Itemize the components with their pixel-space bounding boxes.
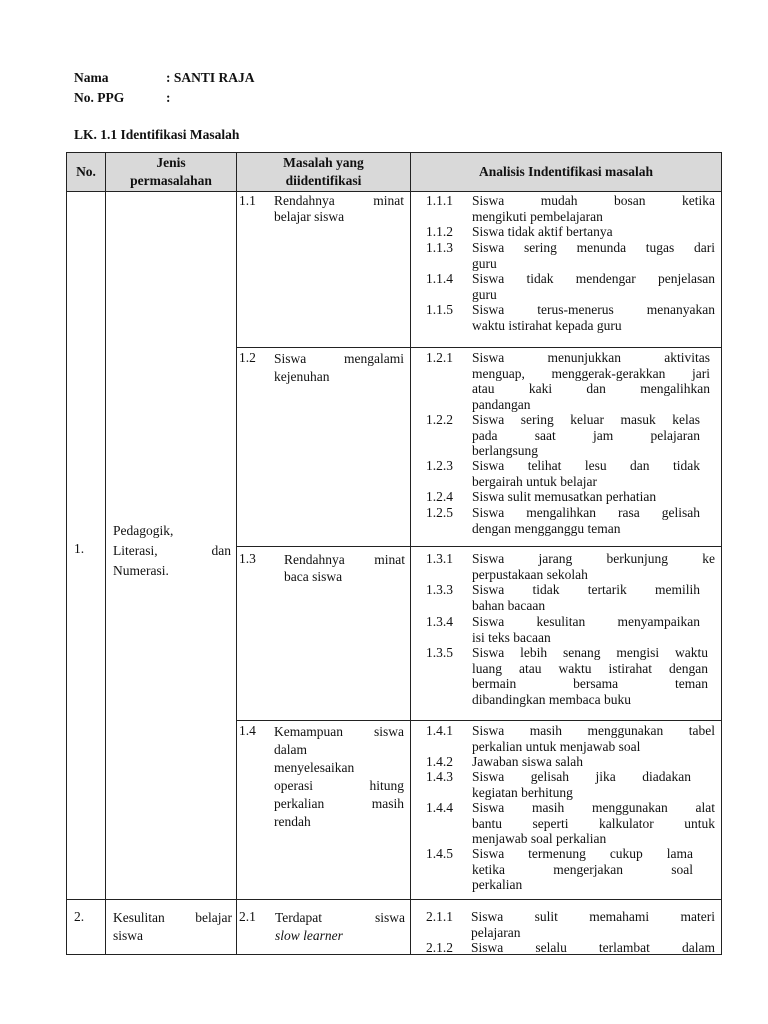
analysis-number: 1.2.2 <box>426 412 453 427</box>
row-divider <box>237 546 722 547</box>
problem-text: Kemampuan siswa dalam menyelesaikan operasi hitung perkalian masih rendah <box>274 724 404 829</box>
analysis-text: Siswa mudah bosan ketika mengikuti pembelajaran <box>472 193 715 224</box>
col-line <box>236 152 237 955</box>
col-header-analisis: Analisis Indentifikasi masalah <box>411 153 721 191</box>
ppg-label: No. PPG <box>74 90 125 105</box>
problem-text: Rendahnya minat belajar siswa <box>274 193 404 224</box>
jenis-permasalahan: Pedagogik, Literasi, dan Numerasi. <box>113 523 231 578</box>
problem-number: 1.4 <box>239 723 256 738</box>
analysis-text: Siswa sulit memusatkan perhatian <box>472 489 657 504</box>
analysis-number: 1.3.4 <box>426 614 453 629</box>
analysis-number: 1.2.4 <box>426 489 453 504</box>
table-border-top <box>66 152 722 153</box>
analysis-text: Siswa sering keluar masuk kelas pada saat jam pelajaran berlangsung <box>472 412 700 458</box>
ppg-value: : <box>166 90 171 105</box>
row-number: 2. <box>74 909 85 924</box>
col-header-no: No. <box>67 153 105 191</box>
analysis-text: Siswa gelisah jika diadakan kegiatan berhitung <box>472 769 691 800</box>
col-header-jenis: Jenis permasalahan <box>106 153 236 191</box>
analysis-number: 1.2.5 <box>426 505 453 520</box>
analysis-number: 1.3.3 <box>426 582 453 597</box>
analysis-number: 1.1.2 <box>426 224 453 239</box>
analysis-text: Jawaban siswa salah <box>472 754 583 769</box>
analysis-number: 1.4.2 <box>426 754 453 769</box>
problem-number: 2.1 <box>239 909 256 924</box>
analysis-number: 2.1.1 <box>426 909 453 924</box>
analysis-number: 1.4.5 <box>426 846 453 861</box>
name-value: : SANTI RAJA <box>166 70 255 85</box>
col-line <box>721 152 722 955</box>
analysis-text: Siswa masih menggunakan tabel perkalian untuk menjawab soal <box>472 723 715 754</box>
row-divider <box>237 347 722 348</box>
name-label: Nama <box>74 70 109 85</box>
analysis-number: 2.1.2 <box>426 940 453 955</box>
analysis-text: Siswa sering menunda tugas dari guru <box>472 240 715 271</box>
problem-text: Siswa mengalami kejenuhan <box>274 351 404 384</box>
row-divider <box>66 899 722 900</box>
col-line <box>66 152 67 955</box>
analysis-text: Siswa telihat lesu dan tidak bergairah untuk belajar <box>472 458 700 489</box>
analysis-number: 1.3.1 <box>426 551 453 566</box>
col-line <box>410 152 411 955</box>
problem-number: 1.3 <box>239 551 256 566</box>
analysis-number: 1.2.1 <box>426 350 453 365</box>
row-divider <box>237 720 722 721</box>
col-header-masalah: Masalah yang diidentifikasi <box>237 153 410 191</box>
analysis-text: Siswa terus-menerus menanyakan waktu istirahat kepada guru <box>472 302 715 333</box>
analysis-text: Siswa tidak mendengar penjelasan guru <box>472 271 715 302</box>
analysis-text: Siswa sulit memahami materi pelajaran <box>471 909 715 940</box>
analysis-number: 1.2.3 <box>426 458 453 473</box>
analysis-number: 1.3.5 <box>426 645 453 660</box>
analysis-number: 1.1.1 <box>426 193 453 208</box>
problem-number: 1.1 <box>239 193 256 208</box>
analysis-text: Siswa jarang berkunjung ke perpustakaan sekolah <box>472 551 715 582</box>
analysis-text: Siswa selalu terlambat dalam <box>471 940 715 955</box>
analysis-number: 1.4.1 <box>426 723 453 738</box>
analysis-text: Siswa termenung cukup lama ketika mengerjakan soal perkalian <box>472 846 693 892</box>
table-header-divider <box>66 191 722 192</box>
analysis-text: Siswa tidak aktif bertanya <box>472 224 613 239</box>
analysis-number: 1.4.4 <box>426 800 453 815</box>
col-line <box>105 152 106 955</box>
analysis-number: 1.1.3 <box>426 240 453 255</box>
analysis-text: Siswa masih menggunakan alat bantu seperti kalkulator untuk menjawab soal perkalian <box>472 800 715 846</box>
analysis-number: 1.1.5 <box>426 302 453 317</box>
row-number: 1. <box>74 541 85 556</box>
problem-text: Terdapat siswa slow learner <box>275 910 405 943</box>
analysis-text: Siswa tidak tertarik memilih bahan bacaan <box>472 582 700 613</box>
problem-text: Rendahnya minat baca siswa <box>284 552 405 584</box>
analysis-text: Siswa kesulitan menyampaikan isi teks bacaan <box>472 614 700 645</box>
jenis-permasalahan: Kesulitan belajar siswa <box>113 910 232 943</box>
analysis-text: Siswa lebih senang mengisi waktu luang atau waktu istirahat dengan bermain bersama teman dibandingkan membaca buku <box>472 645 708 707</box>
analysis-number: 1.4.3 <box>426 769 453 784</box>
analysis-number: 1.1.4 <box>426 271 453 286</box>
analysis-text: Siswa menunjukkan aktivitas menguap, menggerak-gerakkan jari atau kaki dan mengalihkan pandangan <box>472 350 710 412</box>
problem-number: 1.2 <box>239 350 256 365</box>
analysis-text: Siswa mengalihkan rasa gelisah dengan mengganggu teman <box>472 505 700 536</box>
page-title: LK. 1.1 Identifikasi Masalah <box>74 127 240 142</box>
